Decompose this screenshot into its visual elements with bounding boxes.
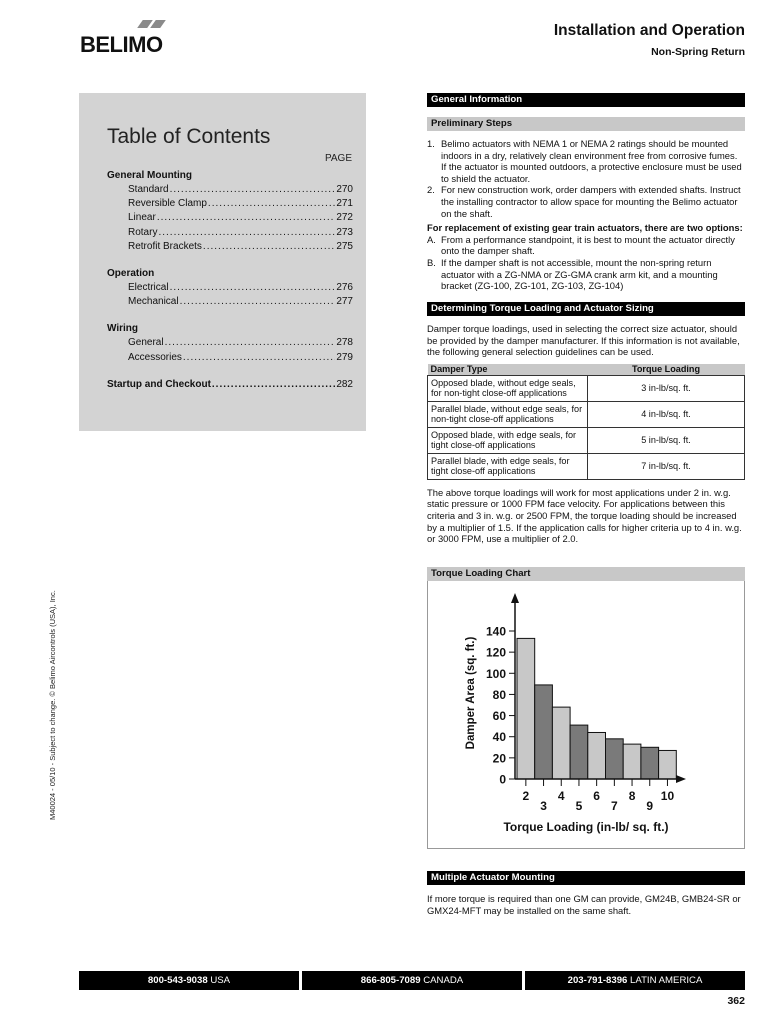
list-item [427, 257, 745, 292]
toc-entry[interactable] [107, 336, 353, 350]
toc-entry-page: 270 [336, 184, 353, 195]
x-tick-label: 6 [593, 789, 600, 803]
phone-region: CANADA [423, 975, 464, 986]
torque-loading-chart [427, 581, 745, 849]
chart-bar [641, 747, 659, 779]
toc-section-title: Operation [107, 267, 155, 279]
x-tick-label: 10 [660, 789, 675, 803]
toc-entry-page: 273 [336, 226, 353, 238]
replacement-options-list [427, 234, 745, 292]
y-tick-label: 100 [485, 666, 506, 681]
phone-canada[interactable] [302, 971, 522, 990]
toc-section-title: General Mounting [107, 170, 192, 181]
table-cell: Parallel blade, with edge seals, for tight close-off applications [428, 453, 588, 479]
general-information-section [427, 93, 745, 292]
list-text: From a performance standpoint, it is best to mount the actuator directly onto the damper shaft. [441, 233, 735, 257]
list-number: 1. [427, 138, 435, 149]
footer-contact-bar [79, 971, 745, 990]
table-cell: Parallel blade, without edge seals, for non-tight close-off applications [428, 401, 588, 427]
phone-number: 800-543-9038 [147, 975, 208, 986]
toc-entry-label: Startup and Checkout [107, 378, 211, 390]
phone-region: LATIN AMERICA [630, 975, 703, 986]
list-item [427, 234, 745, 257]
page-number: 362 [727, 995, 745, 1007]
chart-heading-wrap [427, 567, 745, 581]
list-item [427, 184, 745, 219]
table-cell: 3 in-lb/sq. ft. [588, 375, 745, 401]
x-axis-label: Torque Loading (in-lb/ sq. ft.) [503, 820, 669, 834]
document-subtitle: Non-Spring Return [651, 46, 745, 58]
chart-svg [428, 581, 744, 847]
toc-entry-label: Retrofit Brackets [128, 240, 202, 252]
chart-bar [517, 638, 535, 779]
x-tick-label: 4 [557, 789, 565, 803]
table-cell: 4 in-lb/sq. ft. [588, 401, 745, 427]
list-number: B. [427, 256, 436, 268]
belimo-logo [80, 18, 170, 62]
y-tick-label: 0 [499, 772, 506, 787]
toc-section [107, 267, 353, 309]
toc-entry[interactable] [107, 281, 353, 295]
toc-body [107, 169, 353, 392]
section-heading: Determining Torque Loading and Actuator Sizing [427, 302, 745, 316]
toc-page-label: PAGE [324, 153, 352, 164]
y-axis-label: Damper Area (sq. ft.) [465, 636, 477, 750]
phone-region: USA [210, 975, 231, 986]
toc-entry-label: Mechanical [128, 296, 179, 308]
toc-entry-label: Standard [128, 184, 169, 195]
y-tick-label: 120 [485, 645, 506, 660]
toc-section [107, 169, 353, 254]
y-tick-label: 140 [485, 624, 506, 639]
x-tick-label: 9 [646, 799, 654, 813]
y-tick-label: 40 [492, 730, 506, 745]
toc-entry-page: 277 [336, 296, 353, 308]
logo-wordmark: BELIMO [80, 32, 163, 57]
toc-title: Table of Contents [107, 125, 271, 148]
toc-entry-page: 272 [336, 212, 353, 224]
table-header-damper-type: Damper Type [428, 364, 588, 376]
x-axis-arrow-icon [676, 775, 686, 783]
logo-bars-icon [136, 20, 166, 30]
list-number: A. [427, 233, 436, 245]
toc-entry-label: General [128, 337, 164, 349]
chart-bar [606, 739, 624, 779]
torque-section [427, 302, 745, 545]
replacement-title: For replacement of existing gear train actuators, there are two options: [427, 222, 743, 234]
toc-entry-label: Reversible Clamp [128, 198, 207, 210]
toc-entry-label: Linear [128, 212, 156, 224]
phone-number: 866-805-7089 [360, 975, 421, 986]
torque-note: The above torque loadings will work for most applications under 2 in. w.g. static pressure or 1000 FPM face velocity. For applications between this criteria and 3 in. w.g. or 2500 FPM, the torque loading should be increased by a multiplier of 1.5. If the application calls for higher criteria up to 4 in. w.g. or 3000 FPM, use a multiplier of 2.0. [427, 486, 742, 545]
section-heading: Multiple Actuator Mounting [427, 871, 745, 885]
phone-usa[interactable] [79, 971, 299, 990]
y-tick-label: 80 [492, 687, 506, 702]
toc-entry[interactable] [107, 211, 353, 225]
table-row [428, 427, 745, 453]
table-row [428, 453, 745, 479]
toc-entry[interactable] [107, 183, 353, 197]
chart-bar [659, 750, 677, 779]
toc-entry-page: 275 [336, 240, 353, 252]
toc-entry-page: 271 [336, 198, 353, 210]
toc-entry-label: Accessories [128, 351, 182, 363]
document-title: Installation and Operation [553, 22, 745, 39]
chart-heading: Torque Loading Chart [427, 567, 745, 581]
list-item [427, 138, 745, 184]
toc-entry-page: 279 [336, 351, 353, 363]
toc-section-title: Wiring [107, 323, 139, 335]
table-cell: Opposed blade, with edge seals, for tight close-off applications [428, 427, 588, 453]
x-tick-label: 5 [575, 799, 583, 813]
list-number: 2. [427, 184, 435, 196]
toc-entry[interactable] [107, 351, 353, 365]
multiple-actuator-section [427, 871, 745, 916]
toc-entry-page: 276 [336, 281, 353, 293]
toc-entry-page: 278 [336, 337, 353, 349]
toc-entry-label: Rotary [128, 226, 158, 238]
toc-entry-page: 282 [336, 378, 353, 390]
table-cell: Opposed blade, without edge seals, for non-tight close-off applications [428, 375, 588, 401]
preliminary-steps-list [427, 138, 745, 219]
y-axis-arrow-icon [511, 593, 519, 603]
chart-bar [535, 685, 553, 779]
phone-number: 203-791-8396 [567, 975, 628, 986]
subsection-heading: Preliminary Steps [427, 117, 745, 131]
chart-bar [623, 744, 641, 779]
list-text: For new construction work, order dampers with extended shafts. Instruct the installing contractor to allow space for mounting the Belimo actuator on the shaft. [441, 184, 741, 219]
chart-bar [570, 725, 588, 779]
phone-latin-america[interactable] [525, 971, 745, 990]
section-heading: General Information [427, 93, 745, 107]
chart-bar [552, 707, 570, 779]
chart-bar [588, 732, 606, 779]
side-credit: M40024 - 05/10 - Subject to change. © Belimo Aircontrols (USA), Inc. [48, 590, 57, 820]
toc-entry[interactable] [107, 226, 353, 240]
toc-entry[interactable] [107, 240, 353, 254]
table-header-row [428, 364, 745, 376]
table-header-torque-loading: Torque Loading [588, 364, 745, 376]
table-of-contents [79, 93, 366, 431]
table-row [428, 375, 745, 401]
multiple-text: If more torque is required than one GM can provide, GM24B, GMB24-SR or GMX24-MFT may be installed on the same shaft. [427, 893, 741, 916]
toc-entry-startup[interactable] [107, 378, 353, 392]
toc-section [107, 322, 353, 364]
x-tick-label: 3 [540, 799, 547, 813]
table-cell: 5 in-lb/sq. ft. [588, 427, 745, 453]
table-row [428, 401, 745, 427]
toc-entry[interactable] [107, 197, 353, 211]
y-tick-label: 60 [492, 709, 506, 724]
list-text: Belimo actuators with NEMA 1 or NEMA 2 ratings should be mounted indoors in a dry, relatively clean environment free from corrosive fumes. If the actuator is mounted outdoors, a protective enclosure must be used to shield the actuator. [441, 138, 742, 184]
x-tick-label: 2 [522, 789, 530, 803]
table-cell: 7 in-lb/sq. ft. [588, 453, 745, 479]
toc-entry[interactable] [107, 295, 353, 309]
x-tick-label: 8 [628, 789, 636, 803]
x-tick-label: 7 [611, 799, 618, 813]
torque-intro: Damper torque loadings, used in selecting the correct size actuator, should be provided by the damper manufacturer. If this information is not available, the following general selection guidelines can be used. [427, 323, 740, 358]
toc-entry-label: Electrical [128, 281, 169, 293]
list-text: If the damper shaft is not accessible, mount the non-spring return actuator with a ZG-NMA or ZG-GMA crank arm kit, and a mounting bracket (ZG-100, ZG-101, ZG-103, ZG-104) [441, 256, 718, 292]
torque-table [427, 364, 745, 480]
y-tick-label: 20 [492, 751, 506, 766]
